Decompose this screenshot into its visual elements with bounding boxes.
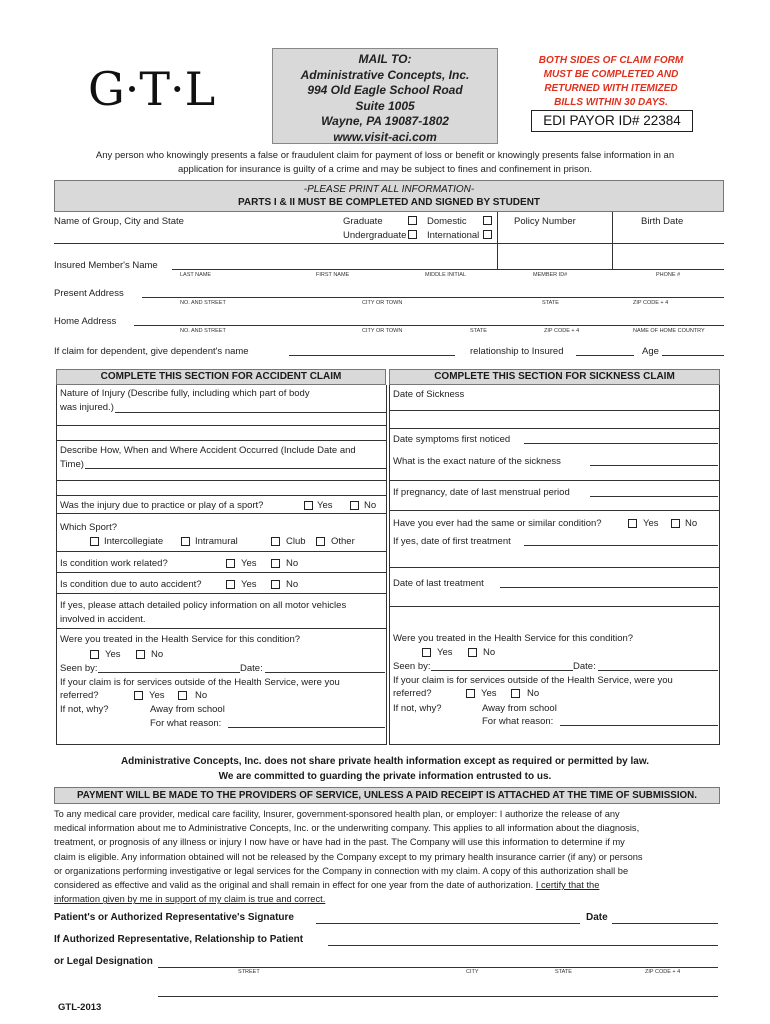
state-caption: STATE	[555, 969, 572, 975]
sick-health-no-checkbox[interactable]	[468, 648, 477, 657]
sick-seen-by-field[interactable]	[431, 670, 573, 671]
referred-yes-checkbox[interactable]	[134, 691, 143, 700]
similar-condition-question: Have you ever had the same or similar condition?	[393, 518, 602, 529]
authorization-paragraph	[54, 807, 720, 906]
signature-date-label: Date	[586, 912, 608, 923]
club-checkbox[interactable]	[271, 537, 280, 546]
date-label: Date:	[573, 661, 596, 672]
zip-caption: ZIP CODE + 4	[633, 300, 669, 306]
referred-label: referred?	[393, 688, 432, 699]
signature-label: Patient's or Authorized Representative's Signature	[54, 912, 294, 923]
similar-yes-checkbox[interactable]	[628, 519, 637, 528]
graduate-label: Graduate	[343, 216, 383, 227]
nature-of-injury-label-2: was injured.)	[60, 402, 114, 413]
nature-of-injury-label: Nature of Injury (Describe fully, including which part of body	[60, 388, 310, 399]
present-address-field[interactable]	[142, 297, 724, 298]
pregnancy-field[interactable]	[590, 496, 718, 497]
certify-text-2: information given by me in support of my claim is true and correct.	[54, 894, 326, 905]
mail-to-box	[272, 48, 498, 144]
no-label: No	[364, 500, 377, 511]
yes-label: Yes	[241, 579, 257, 590]
no-label: No	[151, 649, 164, 660]
work-related-question: Is condition work related?	[60, 558, 168, 569]
work-yes-checkbox[interactable]	[226, 559, 235, 568]
city-caption: CITY OR TOWN	[362, 300, 403, 306]
first-treatment-label: If yes, date of first treatment	[393, 536, 511, 547]
home-address-label: Home Address	[54, 316, 117, 327]
yes-label: Yes	[105, 649, 121, 660]
mail-to-city: Wayne, PA 19087-1802	[321, 114, 449, 128]
sport-question: Was the injury due to practice or play of a sport?	[60, 500, 264, 511]
relationship-to-patient-label: If Authorized Representative, Relationship to Patient	[54, 934, 304, 945]
seen-by-label: Seen by:	[60, 663, 98, 674]
referred-no-checkbox[interactable]	[178, 691, 187, 700]
insured-name-label: Insured Member's Name	[54, 260, 158, 271]
sick-referred-no-checkbox[interactable]	[511, 689, 520, 698]
accident-description-label-2: Time)	[60, 459, 84, 470]
street-caption: NO. AND STREET	[180, 300, 226, 306]
health-service-question: Were you treated in the Health Service for this condition?	[393, 633, 634, 644]
undergraduate-checkbox[interactable]	[408, 230, 417, 239]
last-treatment-label: Date of last treatment	[393, 578, 484, 589]
mail-to-suite: Suite 1005	[355, 98, 415, 113]
last-name-caption: LAST NAME	[180, 272, 212, 278]
fraud-line: application for insurance is guilty of a crime and may be subject to fines and confinement in prison.	[177, 164, 592, 175]
accident-description-label: Describe How, When and Where Accident Occurred (Include Date and	[60, 445, 356, 456]
away-from-school-label: Away from school	[482, 703, 557, 714]
auth-line: To any medical care provider, medical care facility, Insurer, government-sponsored health plan, or employer: I authorize the release of any	[54, 809, 620, 819]
relationship-label: relationship to Insured	[470, 346, 564, 357]
no-label: No	[527, 688, 540, 699]
mail-to-company: Administrative Concepts, Inc.	[300, 67, 470, 82]
state-caption: STATE	[542, 300, 559, 306]
member-id-caption: MEMBER ID#	[533, 272, 568, 278]
auth-line: claim is eligible. Any information obtained will not be released by the Company except to my primary health insurance carrier (if any) or persons	[54, 851, 643, 862]
city-caption: CITY	[466, 969, 479, 975]
edi-payor-id: EDI PAYOR ID# 22384	[531, 110, 693, 132]
sickness-section-header: COMPLETE THIS SECTION FOR SICKNESS CLAIM	[389, 369, 720, 385]
intramural-checkbox[interactable]	[181, 537, 190, 546]
health-service-yes-checkbox[interactable]	[90, 650, 99, 659]
birth-date-label: Birth Date	[641, 216, 684, 227]
mail-to-title: MAIL TO:	[358, 52, 412, 66]
present-address-label: Present Address	[54, 288, 124, 299]
away-from-school-label: Away from school	[150, 704, 225, 715]
form-id: GTL-2013	[58, 1002, 102, 1013]
mail-to-street: 994 Old Eagle School Road	[307, 83, 463, 97]
zip-caption: ZIP CODE + 4	[544, 328, 580, 334]
city-caption: CITY OR TOWN	[362, 328, 403, 334]
club-label: Club	[286, 536, 306, 547]
sport-yes-checkbox[interactable]	[304, 501, 313, 510]
first-name-caption: FIRST NAME	[316, 272, 350, 278]
warning-line: BILLS WITHIN 30 DAYS.	[554, 97, 668, 108]
sick-referred-yes-checkbox[interactable]	[466, 689, 475, 698]
zip-caption: ZIP CODE + 4	[645, 969, 681, 975]
sickness-reason-field[interactable]	[560, 725, 718, 726]
print-instruction: -PLEASE PRINT ALL INFORMATION-	[303, 184, 475, 195]
yes-label: Yes	[149, 690, 165, 701]
insured-name-field[interactable]	[172, 269, 724, 270]
yes-label: Yes	[317, 500, 333, 511]
which-sport-label: Which Sport?	[60, 522, 118, 533]
other-sport-checkbox[interactable]	[316, 537, 325, 546]
undergraduate-label: Undergraduate	[343, 230, 407, 241]
no-label: No	[286, 579, 299, 590]
pregnancy-label: If pregnancy, date of last menstrual period	[393, 487, 570, 498]
street-caption: STREET	[238, 969, 260, 975]
auth-line: medical information about me to Administrative Concepts, Inc. or the underwriting company. This applies to all information about the diagnosis,	[54, 823, 640, 834]
date-label: Date:	[240, 663, 263, 674]
privacy-statement: Administrative Concepts, Inc. does not share private health information except as required or permitted by law.	[120, 756, 650, 767]
parts-instruction: PARTS I & II MUST BE COMPLETED AND SIGNED BY STUDENT	[237, 197, 541, 208]
health-service-no-checkbox[interactable]	[136, 650, 145, 659]
for-what-reason-label: For what reason:	[150, 718, 222, 729]
yes-label: Yes	[643, 518, 659, 529]
instructions-header	[54, 180, 724, 212]
age-field[interactable]	[662, 355, 724, 356]
auto-policy-note: If yes, please attach detailed policy information on all motor vehicles	[60, 600, 347, 611]
mail-to-web: www.visit-aci.com	[333, 129, 437, 144]
certify-text: I certify that the	[535, 880, 600, 891]
yes-label: Yes	[481, 688, 497, 699]
dependent-name-field[interactable]	[289, 355, 455, 356]
phone-caption: PHONE #	[656, 272, 681, 278]
yes-label: Yes	[437, 647, 453, 658]
work-no-checkbox[interactable]	[271, 559, 280, 568]
street-caption: NO. AND STREET	[180, 328, 226, 334]
home-address-field[interactable]	[134, 325, 724, 326]
sick-health-yes-checkbox[interactable]	[422, 648, 431, 657]
payment-notice: PAYMENT WILL BE MADE TO THE PROVIDERS OF SERVICE, UNLESS A PAID RECEIPT IS ATTACHED AT THE TIME OF SUBMISSION.	[54, 787, 720, 804]
seen-date-field[interactable]	[265, 672, 385, 673]
intramural-label: Intramural	[195, 536, 238, 547]
no-label: No	[483, 647, 496, 658]
accident-description-field[interactable]	[85, 468, 387, 469]
seen-by-field[interactable]	[98, 672, 240, 673]
auto-no-checkbox[interactable]	[271, 580, 280, 589]
fraud-line: Any person who knowingly presents a false or fraudulent claim for payment of loss or benefit or knowingly presents false information in an	[95, 150, 675, 161]
intercollegiate-checkbox[interactable]	[90, 537, 99, 546]
for-what-reason-label: For what reason:	[482, 716, 554, 727]
sick-seen-date-field[interactable]	[598, 670, 718, 671]
privacy-statement-2: We are committed to guarding the private information entrusted to us.	[218, 771, 552, 782]
domestic-label: Domestic	[427, 216, 467, 227]
accident-reason-field[interactable]	[228, 727, 385, 728]
outside-services-question: If your claim is for services outside of the Health Service, were you	[60, 677, 340, 688]
warning-line: RETURNED WITH ITEMIZED	[544, 83, 678, 94]
seen-by-label: Seen by:	[393, 661, 431, 672]
if-not-why-label: If not, why?	[60, 704, 109, 715]
auth-line: or organizations performing investigative or legal services for the Company in connection with my claim. A copy of this authorization shall be	[54, 865, 629, 876]
other-label: Other	[331, 536, 355, 547]
accident-section-header: COMPLETE THIS SECTION FOR ACCIDENT CLAIM	[56, 369, 386, 385]
age-label: Age	[642, 346, 659, 357]
auto-policy-note-2: involved in accident.	[60, 614, 146, 625]
country-caption: NAME OF HOME COUNTRY	[633, 328, 705, 334]
health-service-question: Were you treated in the Health Service for this condition?	[60, 634, 301, 645]
auth-line: considered as effective and valid as the original and shall remain in effect for one year from the date of authorization.	[54, 880, 536, 891]
graduate-checkbox[interactable]	[408, 216, 417, 225]
middle-initial-caption: MIDDLE INITIAL	[425, 272, 466, 278]
address-line-2[interactable]	[158, 996, 718, 997]
policy-number-label: Policy Number	[514, 216, 576, 227]
yes-label: Yes	[241, 558, 257, 569]
relationship-field[interactable]	[576, 355, 634, 356]
warning-line: BOTH SIDES OF CLAIM FORM	[538, 55, 684, 66]
no-label: No	[685, 518, 698, 529]
deadline-warning	[522, 54, 700, 110]
group-label: Name of Group, City and State	[54, 216, 184, 227]
referred-label: referred?	[60, 690, 99, 701]
nature-of-injury-field[interactable]	[115, 412, 387, 413]
international-checkbox[interactable]	[483, 230, 492, 239]
outside-services-question: If your claim is for services outside of the Health Service, were you	[393, 675, 673, 686]
first-treatment-field[interactable]	[524, 545, 718, 546]
sport-no-checkbox[interactable]	[350, 501, 359, 510]
gtl-logo: G·T·L	[88, 62, 216, 116]
similar-no-checkbox[interactable]	[671, 519, 680, 528]
fraud-notice	[40, 149, 730, 177]
auto-accident-question: Is condition due to auto accident?	[60, 579, 202, 590]
auto-yes-checkbox[interactable]	[226, 580, 235, 589]
last-treatment-field[interactable]	[500, 587, 718, 588]
dependent-name-label: If claim for dependent, give dependent's name	[54, 346, 249, 357]
if-not-why-label: If not, why?	[393, 703, 442, 714]
no-label: No	[195, 690, 208, 701]
state-caption: STATE	[470, 328, 487, 334]
relationship-to-patient-field[interactable]	[328, 945, 718, 946]
signature-field[interactable]	[316, 923, 580, 924]
domestic-checkbox[interactable]	[483, 216, 492, 225]
symptoms-noticed-label: Date symptoms first noticed	[393, 434, 511, 445]
sickness-nature-label: What is the exact nature of the sickness	[393, 456, 561, 467]
auth-line: treatment, or prognosis of any illness or injury I now have or have had in the past. The Company will use this information to determine if my	[54, 837, 625, 848]
sickness-nature-field[interactable]	[590, 465, 718, 466]
signature-date-field[interactable]	[612, 923, 718, 924]
legal-designation-label: or Legal Designation	[54, 956, 153, 967]
symptoms-date-field[interactable]	[524, 443, 718, 444]
date-of-sickness-label: Date of Sickness	[393, 389, 465, 400]
intercollegiate-label: Intercollegiate	[104, 536, 164, 547]
international-label: International	[427, 230, 480, 241]
no-label: No	[286, 558, 299, 569]
legal-designation-field[interactable]	[158, 967, 718, 968]
warning-line: MUST BE COMPLETED AND	[543, 69, 679, 80]
